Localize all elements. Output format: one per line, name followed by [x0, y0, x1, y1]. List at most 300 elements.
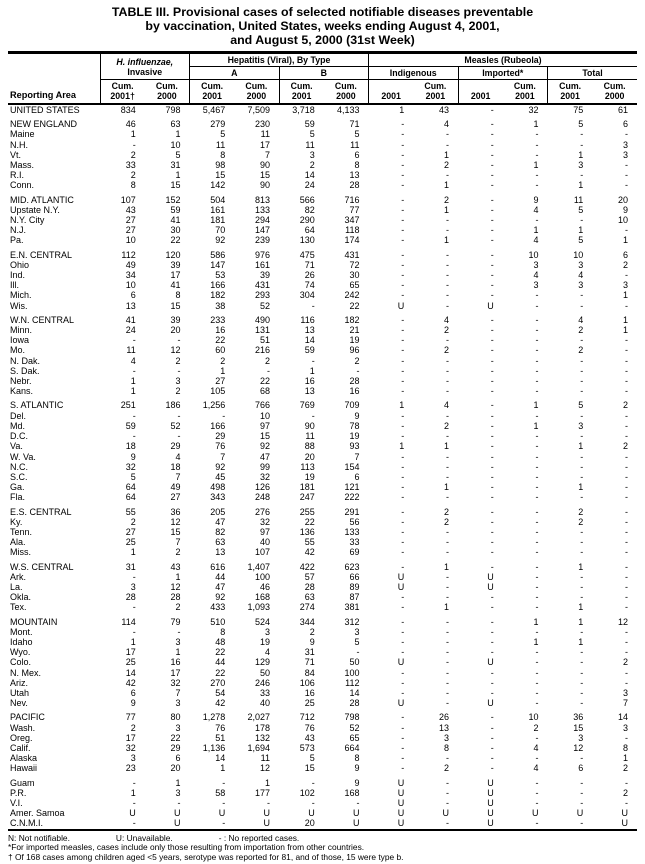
value-cell: 28 — [349, 376, 360, 387]
reporting-area-cell: C.N.M.I. — [10, 818, 43, 829]
value-cell: - — [535, 787, 539, 798]
value-cell: - — [625, 451, 628, 462]
value-cell: - — [490, 119, 494, 130]
value-cell: 32 — [259, 516, 270, 527]
value-cell: 1 — [622, 753, 628, 764]
value-cell: 102 — [299, 787, 315, 798]
value-cell: 4 — [533, 742, 539, 753]
value-cell: - — [401, 119, 405, 130]
value-cell: 47 — [215, 581, 226, 592]
value-cell: - — [490, 636, 494, 647]
value-cell: - — [401, 335, 405, 346]
title-line-3: and August 5, 2000 (31st Week) — [230, 33, 415, 47]
value-cell: 7 — [175, 537, 181, 548]
value-cell: - — [535, 547, 539, 558]
value-cell: - — [132, 139, 136, 150]
table-row — [8, 140, 637, 150]
value-cell: 52 — [349, 722, 360, 733]
value-cell: U — [308, 808, 315, 819]
value-cell: 27 — [170, 492, 181, 503]
value-cell: 1 — [399, 441, 405, 452]
value-cell: 20 — [170, 763, 181, 774]
reporting-area-cell: N.H. — [10, 139, 28, 150]
value-cell: 33 — [349, 537, 360, 548]
value-cell: - — [132, 798, 136, 808]
value-cell: 3 — [309, 149, 315, 160]
value-cell: 27 — [125, 215, 136, 226]
value-cell: - — [401, 270, 405, 281]
value-cell: 8 — [220, 149, 226, 160]
value-cell: - — [625, 270, 628, 281]
value-cell: 64 — [125, 492, 136, 503]
value-cell: 10 — [125, 280, 136, 291]
value-cell: 41 — [170, 280, 181, 291]
value-cell: 7 — [622, 698, 628, 709]
value-cell: - — [535, 376, 539, 387]
value-cell: - — [267, 798, 270, 808]
value-cell: 4 — [175, 451, 181, 462]
table-row — [8, 788, 637, 798]
value-cell: 3,718 — [292, 105, 315, 115]
column-header — [458, 80, 503, 105]
value-cell: - — [580, 386, 584, 397]
value-cell: - — [446, 798, 449, 808]
value-cell: 4 — [578, 314, 584, 325]
value-cell: 61 — [617, 105, 628, 115]
value-cell: 136 — [299, 526, 315, 537]
value-cell: 168 — [344, 787, 360, 798]
value-cell: 74 — [304, 280, 315, 291]
column-header-line2: 2000 — [246, 91, 267, 101]
value-cell: - — [401, 160, 405, 171]
value-cell: - — [625, 636, 628, 647]
column-header-line2: 2000 — [157, 91, 177, 101]
reporting-area-cell: Okla. — [10, 592, 32, 603]
value-cell: - — [625, 225, 628, 236]
table-row — [8, 472, 637, 482]
value-cell: 1 — [533, 636, 539, 647]
value-cell: - — [580, 677, 584, 688]
value-cell: 664 — [344, 742, 360, 753]
table-row — [8, 763, 637, 773]
value-cell: 75 — [573, 105, 584, 115]
h-influenzae-label-line1: H. influenzae, — [116, 56, 174, 67]
value-cell: 92 — [259, 441, 270, 452]
column-header-line2: 2000 — [336, 91, 356, 101]
table-row — [8, 205, 637, 215]
value-cell: - — [535, 667, 539, 678]
value-cell: - — [446, 537, 449, 548]
value-cell: - — [490, 537, 494, 548]
value-cell: - — [401, 194, 405, 205]
value-cell: 1 — [130, 376, 136, 387]
value-cell: 14 — [304, 170, 315, 181]
value-cell: 14 — [349, 687, 360, 698]
value-cell: 2 — [309, 626, 315, 637]
value-cell: - — [580, 431, 584, 442]
table-row — [8, 411, 637, 421]
value-cell: 1 — [175, 777, 181, 788]
value-cell: 1 — [578, 616, 584, 627]
reporting-area-cell: Kans. — [10, 386, 34, 397]
value-cell: 1 — [533, 119, 539, 130]
value-cell: U — [487, 300, 494, 311]
value-cell: 32 — [170, 677, 181, 688]
table-row — [8, 492, 637, 502]
value-cell: 12 — [170, 516, 181, 527]
value-cell: 69 — [349, 547, 360, 558]
value-cell: - — [625, 482, 628, 493]
value-cell: U — [621, 808, 628, 819]
value-cell: 1 — [533, 225, 539, 236]
value-cell: 3 — [533, 280, 539, 291]
value-cell: 270 — [210, 677, 226, 688]
value-cell: - — [401, 547, 405, 558]
value-cell: - — [446, 492, 449, 503]
value-cell: 31 — [170, 160, 181, 171]
value-cell: - — [401, 129, 405, 140]
value-cell: - — [490, 259, 494, 270]
value-cell: - — [446, 451, 449, 462]
value-cell: 8 — [175, 290, 181, 301]
value-cell: 42 — [304, 547, 315, 558]
table-row — [8, 129, 637, 139]
value-cell: 1 — [578, 561, 584, 572]
value-cell: 19 — [304, 471, 315, 482]
value-cell: - — [535, 451, 539, 462]
value-cell: 78 — [349, 420, 360, 431]
value-cell: 5 — [175, 149, 181, 160]
value-cell: 3 — [622, 722, 628, 733]
value-cell: 2 — [622, 763, 628, 774]
value-cell: 1,256 — [202, 400, 226, 411]
value-cell: 5 — [578, 235, 584, 246]
footnote-imported-measles: *For imported measles, cases include only those resulting from importation from other countries. — [8, 842, 365, 853]
value-cell: 3 — [130, 581, 136, 592]
value-cell: 11 — [305, 139, 315, 150]
value-cell: - — [401, 516, 405, 527]
value-cell: - — [446, 335, 449, 346]
value-cell: 11 — [260, 753, 270, 764]
value-cell: - — [446, 431, 449, 442]
value-cell: 573 — [299, 742, 315, 753]
value-cell: - — [490, 441, 494, 452]
value-cell: - — [580, 451, 584, 462]
reporting-area-cell: Va. — [10, 441, 23, 452]
value-cell: 92 — [215, 592, 226, 603]
table-row — [8, 260, 637, 270]
value-cell: 71 — [349, 119, 360, 130]
value-cell: 1 — [309, 365, 315, 376]
value-cell: 59 — [125, 420, 136, 431]
value-cell: U — [397, 657, 405, 668]
value-cell: 161 — [210, 204, 226, 215]
value-cell: 1 — [578, 180, 584, 191]
table-row — [8, 688, 637, 698]
value-cell: U — [487, 808, 494, 819]
column-header-line1: Cum. — [290, 81, 313, 91]
table-row — [8, 400, 637, 410]
reporting-area-cell: Mo. — [10, 345, 26, 356]
table-row — [8, 547, 637, 557]
column-header — [503, 80, 548, 105]
table-row — [8, 668, 637, 678]
value-cell: U — [397, 818, 405, 829]
value-cell: - — [535, 626, 539, 637]
value-cell: - — [446, 249, 449, 260]
table-row — [8, 562, 637, 572]
value-cell: - — [490, 451, 494, 462]
value-cell: - — [535, 345, 539, 356]
value-cell: 28 — [304, 581, 315, 592]
value-cell: - — [535, 677, 539, 688]
value-cell: 11 — [350, 139, 360, 150]
value-cell: U — [263, 808, 270, 819]
value-cell: U — [487, 581, 494, 592]
value-cell: 2 — [264, 355, 270, 366]
column-header — [234, 80, 279, 105]
table-row — [8, 250, 637, 260]
value-cell: - — [535, 129, 539, 140]
value-cell: - — [580, 300, 584, 311]
value-cell: 29 — [170, 441, 181, 452]
value-cell: U — [397, 581, 405, 592]
value-cell: - — [446, 698, 449, 709]
value-cell: 49 — [125, 259, 136, 270]
value-cell: 186 — [165, 400, 181, 411]
value-cell: - — [490, 742, 494, 753]
value-cell: - — [535, 798, 539, 808]
value-cell: 25 — [304, 698, 315, 709]
value-cell: 42 — [215, 698, 226, 709]
notifiable-diseases-table — [8, 51, 637, 831]
value-cell: 106 — [299, 677, 315, 688]
value-cell: 2 — [130, 149, 136, 160]
value-cell: - — [535, 602, 539, 613]
value-cell: 766 — [254, 400, 270, 411]
footnote-serotype: † Of 168 cases among children aged <5 years, serotype was reported for 81, and of those, 15 were type b. — [8, 852, 404, 863]
value-cell: 9 — [130, 451, 136, 462]
value-cell: 5 — [354, 636, 360, 647]
value-cell: 29 — [215, 431, 226, 442]
value-cell: 54 — [215, 687, 226, 698]
column-header-line2: 2001 — [560, 91, 580, 101]
reporting-area-cell: Vt. — [10, 149, 22, 160]
value-cell: 32 — [125, 461, 136, 472]
value-cell: - — [535, 386, 539, 397]
value-cell: 5 — [354, 129, 360, 140]
value-cell: 1 — [130, 787, 136, 798]
value-cell: - — [535, 180, 539, 191]
value-cell: - — [401, 345, 405, 356]
value-cell: 71 — [304, 657, 315, 668]
table-row — [8, 743, 637, 753]
value-cell: 3 — [578, 160, 584, 171]
value-cell: 3 — [622, 687, 628, 698]
value-cell: - — [446, 753, 449, 764]
table-row — [8, 195, 637, 205]
value-cell: - — [446, 300, 449, 311]
value-cell: 5 — [309, 129, 315, 140]
value-cell: 381 — [344, 602, 360, 613]
value-cell: 13 — [304, 325, 315, 336]
value-cell: - — [625, 547, 628, 558]
value-cell: 2 — [622, 787, 628, 798]
column-header-line1: Cum. — [334, 81, 357, 91]
value-cell: - — [132, 602, 136, 613]
value-cell: - — [356, 647, 360, 658]
value-cell: 28 — [349, 698, 360, 709]
value-cell: 20 — [304, 818, 315, 829]
value-cell: - — [625, 431, 628, 442]
value-cell: 31 — [125, 561, 136, 572]
value-cell: 49 — [170, 482, 181, 493]
value-cell: - — [580, 777, 584, 788]
value-cell: 84 — [304, 667, 315, 678]
reporting-area-cell: Amer. Samoa — [10, 808, 65, 819]
value-cell: U — [487, 818, 494, 829]
value-cell: 498 — [210, 482, 226, 493]
value-cell: 1 — [443, 561, 449, 572]
value-cell: 12 — [170, 581, 181, 592]
column-header-line1: Cum. — [111, 81, 134, 91]
value-cell: - — [535, 753, 539, 764]
value-cell: 15 — [304, 763, 315, 774]
value-cell: - — [490, 235, 494, 246]
value-cell: - — [580, 571, 584, 582]
value-cell: 13 — [125, 300, 136, 311]
value-cell: 96 — [349, 345, 360, 356]
value-cell: 13 — [349, 170, 360, 181]
value-cell: 2 — [309, 160, 315, 171]
value-cell: - — [625, 667, 628, 678]
value-cell: - — [580, 657, 584, 668]
value-cell: - — [401, 314, 405, 325]
value-cell: - — [446, 139, 449, 150]
value-cell: 510 — [210, 616, 226, 627]
reporting-area-cell: N.Y. City — [10, 215, 45, 226]
value-cell: U — [487, 698, 494, 709]
value-cell: - — [311, 798, 315, 808]
value-cell: - — [401, 492, 405, 503]
legend-no-reported-cases: - : No reported cases. — [218, 832, 300, 843]
value-cell: 27 — [125, 225, 136, 236]
value-cell: 51 — [259, 335, 270, 346]
value-cell: - — [401, 365, 405, 376]
value-cell: - — [535, 561, 539, 572]
value-cell: 43 — [438, 105, 449, 115]
value-cell: 22 — [304, 516, 315, 527]
value-cell: 107 — [254, 547, 270, 558]
value-cell: 98 — [215, 160, 226, 171]
value-cell: 25 — [125, 537, 136, 548]
value-cell: 182 — [344, 314, 360, 325]
value-cell: U — [263, 818, 270, 829]
value-cell: - — [446, 657, 449, 668]
value-cell: 105 — [210, 386, 226, 397]
value-cell: 3 — [622, 139, 628, 150]
value-cell: 2 — [175, 386, 181, 397]
value-cell: 121 — [344, 482, 360, 493]
reporting-area-cell: Wyo. — [10, 647, 31, 658]
column-group-hepatitis: Hepatitis (Viral), By Type — [190, 53, 369, 67]
value-cell: 76 — [215, 441, 226, 452]
value-cell: - — [490, 204, 494, 215]
value-cell: 14 — [617, 712, 628, 723]
value-cell: - — [490, 139, 494, 150]
value-cell: - — [446, 215, 449, 226]
value-cell: 130 — [299, 235, 315, 246]
value-cell: 712 — [299, 712, 315, 723]
table-row — [8, 290, 637, 300]
value-cell: - — [580, 787, 584, 798]
value-cell: - — [580, 526, 584, 537]
reporting-area-cell: Alaska — [10, 753, 38, 764]
value-cell: - — [580, 170, 584, 181]
column-header-line2: 2000 — [604, 91, 625, 101]
value-cell: - — [580, 139, 584, 150]
value-cell: - — [580, 335, 584, 346]
value-cell: - — [490, 667, 494, 678]
value-cell: 5 — [130, 471, 136, 482]
column-header-line2: 2001† — [110, 91, 135, 101]
value-cell: U — [129, 808, 136, 819]
value-cell: 2 — [622, 657, 628, 668]
value-cell: - — [625, 335, 628, 346]
value-cell: - — [625, 345, 628, 356]
column-header — [279, 80, 324, 105]
value-cell: 17 — [170, 270, 181, 281]
value-cell: - — [535, 139, 539, 150]
value-cell: - — [490, 763, 494, 774]
value-cell: 4 — [443, 119, 449, 130]
column-header-line2: 2001 — [425, 91, 446, 101]
value-cell: - — [401, 592, 405, 603]
value-cell: 3 — [175, 698, 181, 709]
value-cell: - — [625, 386, 628, 397]
value-cell: 2 — [130, 170, 136, 181]
value-cell: 46 — [259, 581, 270, 592]
value-cell: 76 — [215, 722, 226, 733]
value-cell: 47 — [259, 451, 270, 462]
reporting-area-cell: E.S. CENTRAL — [10, 506, 72, 517]
value-cell: - — [401, 170, 405, 181]
reporting-area-cell: Idaho — [10, 636, 33, 647]
value-cell: 114 — [121, 616, 136, 627]
value-cell: 16 — [349, 386, 360, 397]
value-cell: 709 — [344, 400, 360, 411]
value-cell: 9 — [130, 698, 136, 709]
table-row — [8, 345, 637, 355]
value-cell: 15 — [573, 722, 584, 733]
value-cell: - — [356, 798, 360, 808]
value-cell: 32 — [125, 742, 136, 753]
reporting-area-cell: Ark. — [10, 571, 27, 582]
value-cell: U — [397, 787, 405, 798]
value-cell: 1 — [533, 400, 539, 411]
value-cell: - — [401, 204, 405, 215]
value-cell: 2 — [443, 160, 449, 171]
column-header-line2: 2001 — [470, 91, 491, 101]
value-cell: 15 — [170, 526, 181, 537]
value-cell: 1 — [220, 365, 226, 376]
reporting-area-cell: Oreg. — [10, 732, 33, 743]
value-cell: 43 — [304, 732, 315, 743]
value-cell: - — [535, 516, 539, 527]
value-cell: - — [401, 636, 405, 647]
table-row — [8, 386, 637, 396]
value-cell: - — [580, 647, 584, 658]
